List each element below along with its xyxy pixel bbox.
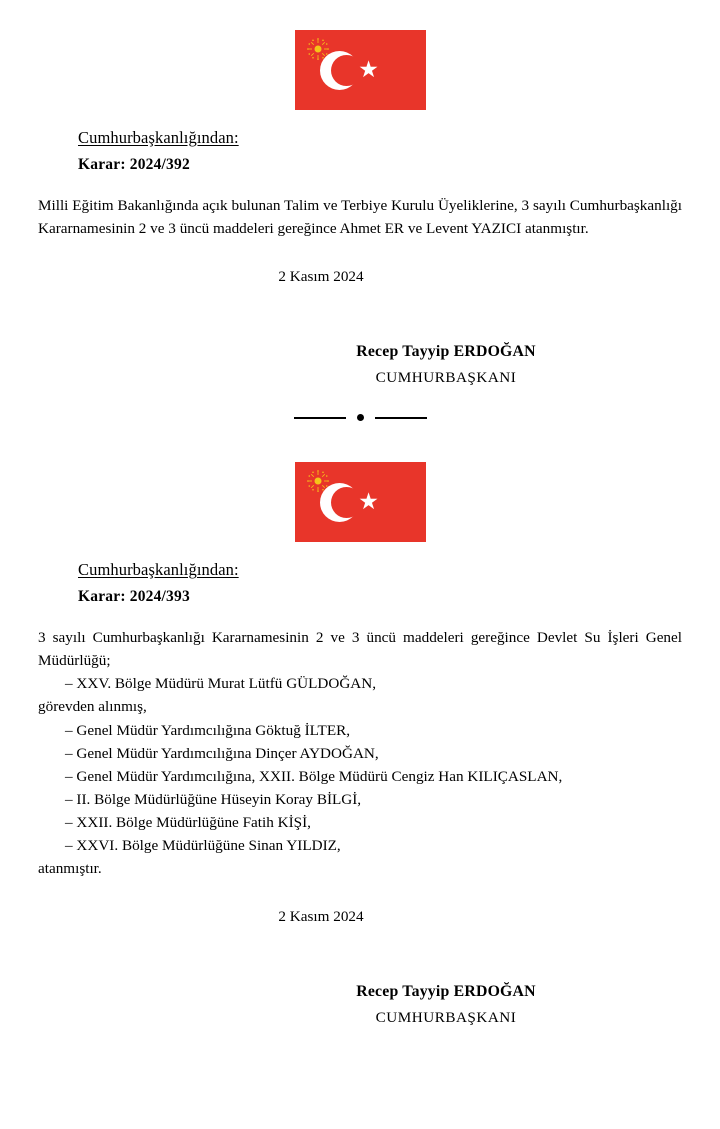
list-item: – Genel Müdür Yardımcılığına Göktuğ İLTER, <box>65 721 351 739</box>
turkish-flag-icon <box>295 462 426 542</box>
flag-star-icon: ★ <box>358 57 379 83</box>
signatory-title-2: CUMHURBAŞKANI <box>375 1009 517 1027</box>
list-item: – Genel Müdür Yardımcılığına Dinçer AYDOĞAN, <box>65 744 379 762</box>
decree-date-2: 2 Kasım 2024 <box>278 908 364 926</box>
list-item: – Genel Müdür Yardımcılığına, XXII. Bölge Müdürü Cengiz Han KILIÇASLAN, <box>65 767 563 785</box>
divider-rule-right <box>375 417 427 419</box>
flag-container-1 <box>0 30 720 110</box>
decree-intro-2: 3 sayılı Cumhurbaşkanlığı Kararnamesinin 2 ve 3 üncü maddeleri gereğince Devlet Su İşleri Genel Müdürlüğü; <box>38 629 682 670</box>
signatory-name-1: Recep Tayyip ERDOĞAN <box>356 343 536 361</box>
list-item: – XXV. Bölge Müdürü Murat Lütfü GÜLDOĞAN, <box>65 675 377 693</box>
appointment-closing-2: atanmıştır. <box>38 860 102 878</box>
decree-block-1 <box>0 110 720 387</box>
decision-number-1: Karar: 2024/392 <box>78 156 190 173</box>
section-divider <box>0 414 720 421</box>
divider-rule-left <box>294 417 346 419</box>
gazette-heading-1: Cumhurbaşkanlığından: <box>78 128 239 147</box>
signatory-title-1: CUMHURBAŞKANI <box>375 369 517 387</box>
turkish-flag-icon <box>295 30 426 110</box>
signature-block-2 <box>38 983 682 1027</box>
list-item: – XXII. Bölge Müdürlüğüne Fatih KİŞİ, <box>65 813 311 831</box>
decision-number-2: Karar: 2024/393 <box>78 588 190 606</box>
list-item: – II. Bölge Müdürlüğüne Hüseyin Koray BİLGİ, <box>65 790 362 808</box>
list-item: – XXVI. Bölge Müdürlüğüne Sinan YILDIZ, <box>65 837 341 855</box>
signatory-name-2: Recep Tayyip ERDOĞAN <box>356 983 536 1001</box>
signature-block-1 <box>38 343 682 387</box>
decree-body-1: Milli Eğitim Bakanlığında açık bulunan Talim ve Terbiye Kurulu Üyeliklerine, 3 sayılı Cumhurbaşkanlığı Kararnamesinin 2 ve 3 üncü maddeleri gereğince Ahmet ER ve Levent YAZICI atanmıştır. <box>38 197 682 238</box>
gazette-heading-2: Cumhurbaşkanlığından: <box>78 560 239 580</box>
dismissal-closing-2: görevden alınmış, <box>38 698 147 716</box>
decree-date-1: 2 Kasım 2024 <box>278 268 364 286</box>
flag-star-icon: ★ <box>358 489 379 516</box>
divider-dot-icon <box>357 414 364 421</box>
flag-container-2 <box>0 462 720 542</box>
decree-block-2 <box>0 542 720 1027</box>
